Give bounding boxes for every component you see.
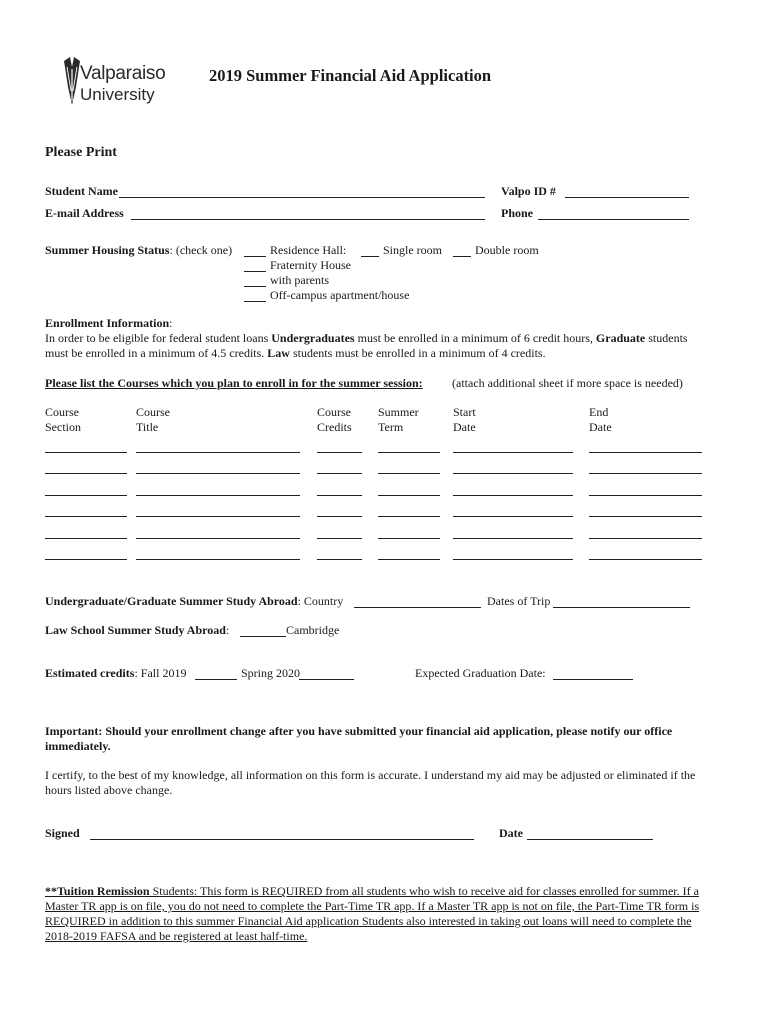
col-course-title: Course Title (136, 405, 170, 434)
course-row-3-col-1-field[interactable] (45, 495, 127, 496)
course-row-5-col-1-field[interactable] (45, 538, 127, 539)
phone-label: Phone (501, 206, 534, 220)
signature-field[interactable] (90, 839, 474, 840)
single-room-checkbox[interactable] (361, 256, 379, 257)
course-row-5-col-5-field[interactable] (453, 538, 573, 539)
study-abroad: Undergraduate/Graduate Summer Study Abroad: Country (45, 594, 344, 608)
dates-of-trip-field[interactable] (553, 607, 690, 608)
col-end-date: End Date (589, 405, 612, 434)
course-row-3-col-4-field[interactable] (378, 495, 440, 496)
fraternity-house-label: Fraternity House (270, 258, 351, 272)
course-row-6-col-1-field[interactable] (45, 559, 127, 560)
course-row-6-col-3-field[interactable] (317, 559, 362, 560)
estimated-credits: Estimated credits: Fall 2019 (45, 666, 187, 680)
spring-credits-field[interactable] (299, 679, 354, 680)
course-row-3-col-2-field[interactable] (136, 495, 300, 496)
course-row-1-col-6-field[interactable] (589, 452, 702, 453)
with-parents-checkbox[interactable] (244, 286, 266, 287)
course-row-1-col-4-field[interactable] (378, 452, 440, 453)
course-row-4-col-5-field[interactable] (453, 516, 573, 517)
please-print-heading: Please Print (45, 145, 117, 160)
course-row-1-col-2-field[interactable] (136, 452, 300, 453)
course-row-3-col-6-field[interactable] (589, 495, 702, 496)
valpo-id-label: Valpo ID # (501, 184, 556, 198)
with-parents-label: with parents (270, 273, 329, 287)
off-campus-label: Off-campus apartment/house (270, 288, 410, 302)
courses-note: (attach additional sheet if more space is needed) (452, 376, 683, 390)
fall-credits-field[interactable] (195, 679, 237, 680)
date-field[interactable] (527, 839, 653, 840)
certify-statement: I certify, to the best of my knowledge, all information on this form is accurate. I understand my aid may be adjusted or eliminated if the hours listed above change. (45, 768, 696, 797)
tuition-remission-notice: **Tuition Remission Students: This form is REQUIRED from all students who wish to receive aid for classes enrolled for summer. If a Master TR app is on file, you do not need to complete the Part-Time TR app. If a Master TR app is not on file, the Part-Time TR form is REQUIRED in addition to this summer Financial Aid application Students also interested in taking out loans will need to complete the 2018-2019 FAFSA and be registered at least half-time. (45, 884, 700, 943)
student-name-label: Student Name (45, 184, 119, 198)
graduation-label: Expected Graduation Date: (415, 666, 546, 680)
course-row-4-col-6-field[interactable] (589, 516, 702, 517)
page-title: 2019 Summer Financial Aid Application (209, 66, 492, 85)
enrollment-requirements: In order to be eligible for federal student loans Undergraduates must be enrolled in a minimum of 6 credit hours, Graduate students must be enrolled in a minimum of 4.5 credits. Law students must be enrolled in a minimum of 4 credits. (45, 331, 688, 360)
double-room-label: Double room (475, 243, 539, 257)
course-row-6-col-6-field[interactable] (589, 559, 702, 560)
enrollment-heading: Enrollment Information: (45, 316, 173, 330)
course-row-2-col-4-field[interactable] (378, 473, 440, 474)
courses-instruction: Please list the Courses which you plan to enroll in for the summer session: (45, 376, 423, 390)
spring-label: Spring 2020 (241, 666, 301, 680)
cambridge-label: Cambridge (286, 623, 340, 637)
col-course-section: Course Section (45, 405, 81, 434)
col-start-date: Start Date (453, 405, 476, 434)
residence-hall-label: Residence Hall: (270, 243, 347, 257)
course-row-4-col-3-field[interactable] (317, 516, 362, 517)
course-row-2-col-1-field[interactable] (45, 473, 127, 474)
course-row-1-col-1-field[interactable] (45, 452, 127, 453)
course-row-5-col-2-field[interactable] (136, 538, 300, 539)
course-row-6-col-5-field[interactable] (453, 559, 573, 560)
email-field[interactable] (131, 219, 485, 220)
email-label: E-mail Address (45, 206, 124, 220)
important-notice: Important: Should your enrollment change after you have submitted your financial aid application, please notify our office immediately. (45, 724, 673, 753)
course-row-1-col-3-field[interactable] (317, 452, 362, 453)
dates-of-trip-label: Dates of Trip (487, 594, 551, 608)
course-row-1-col-5-field[interactable] (453, 452, 573, 453)
valpo-logo-icon (62, 57, 82, 111)
logo-sub: University (80, 85, 155, 104)
fraternity-house-checkbox[interactable] (244, 271, 266, 272)
double-room-checkbox[interactable] (453, 256, 471, 257)
single-room-label: Single room (383, 243, 442, 257)
date-label: Date (499, 826, 523, 840)
course-row-2-col-2-field[interactable] (136, 473, 300, 474)
logo-name: Valparaiso (80, 63, 166, 84)
course-row-4-col-2-field[interactable] (136, 516, 300, 517)
course-row-2-col-6-field[interactable] (589, 473, 702, 474)
cambridge-field[interactable] (240, 636, 286, 637)
study-abroad-country-field[interactable] (354, 607, 481, 608)
off-campus-checkbox[interactable] (244, 301, 266, 302)
course-row-5-col-6-field[interactable] (589, 538, 702, 539)
residence-hall-checkbox[interactable] (244, 256, 266, 257)
course-row-2-col-3-field[interactable] (317, 473, 362, 474)
course-row-2-col-5-field[interactable] (453, 473, 573, 474)
phone-field[interactable] (538, 219, 689, 220)
graduation-date-field[interactable] (553, 679, 633, 680)
course-row-3-col-5-field[interactable] (453, 495, 573, 496)
course-row-4-col-4-field[interactable] (378, 516, 440, 517)
signed-label: Signed (45, 826, 80, 840)
col-course-credits: Course Credits (317, 405, 352, 434)
course-row-5-col-4-field[interactable] (378, 538, 440, 539)
course-row-4-col-1-field[interactable] (45, 516, 127, 517)
col-summer-term: Summer Term (378, 405, 419, 434)
law-abroad: Law School Summer Study Abroad: (45, 623, 230, 637)
valpo-id-field[interactable] (565, 197, 689, 198)
housing-status: Summer Housing Status: (check one) (45, 243, 233, 257)
course-row-3-col-3-field[interactable] (317, 495, 362, 496)
course-row-5-col-3-field[interactable] (317, 538, 362, 539)
student-name-field[interactable] (119, 197, 485, 198)
course-row-6-col-4-field[interactable] (378, 559, 440, 560)
course-row-6-col-2-field[interactable] (136, 559, 300, 560)
